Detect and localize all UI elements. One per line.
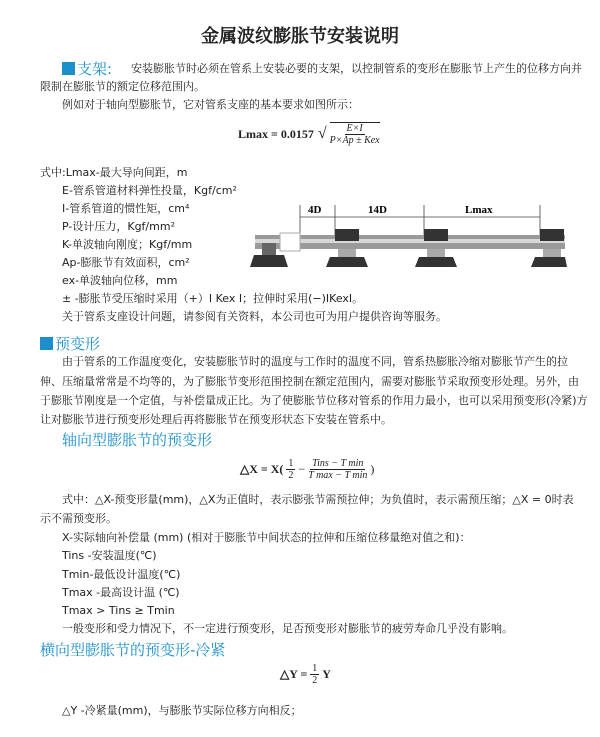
def-line: Ap-膨胀节有效面积，cm² — [62, 256, 190, 269]
axial-line: X-实际轴向补偿量 (mm) (相对于膨胀节中间状态的拉伸和压缩位移量绝对值之和)： — [62, 531, 471, 544]
def-line: E-管系管道材料弹性投量，Kgf/cm² — [62, 184, 237, 197]
para-line: 由于管系的工作温度变化，安装膨胀节时的温度与工作时的温度不同，管系热膨胀冷缩对膨胀节产生的拉 — [62, 355, 568, 368]
numerator: E×I — [346, 123, 363, 134]
formula-rhs: Y — [322, 667, 331, 681]
close-paren: ) — [370, 462, 375, 476]
numerator: Tins − T min — [312, 458, 364, 469]
formula-fraction — [330, 122, 380, 146]
numerator: 1 — [312, 663, 318, 674]
page-title: 金属波纹膨胀节安装说明 — [201, 26, 399, 47]
support-example: 例如对于轴向型膨胀节，它对管系支座的基本要求如图所示： — [62, 98, 359, 111]
lmax-formula — [238, 122, 383, 146]
label-14d: 14D — [368, 204, 387, 216]
def-line: ± -膨胀节受压缩时采用（+）I Kex I；拉伸时采用(−)IKexI。 — [62, 292, 364, 305]
square-bullet-icon — [40, 337, 53, 350]
denominator: 2 — [288, 470, 294, 481]
def-line: ex-单波轴向位移，mm — [62, 274, 178, 287]
para-line: 伸、压缩量常常是不均等的，为了膨胀节变形范围控制在额定范围内，需要对膨胀节采取预变形处理。另外，由 — [40, 375, 579, 388]
denominator: 2 — [312, 675, 318, 686]
lateral-line: △Y -冷紧量(mm)，与膨胀节实际位移方向相反； — [62, 704, 302, 717]
bellows — [280, 233, 300, 251]
axial-line: Tins -安装温度(℃) — [62, 549, 157, 562]
def-line: P-设计压力，Kgf/mm² — [62, 220, 175, 233]
support-line2: 限制在膨胀节的额定位移范围内。 — [40, 80, 205, 93]
pipe-support-diagram — [250, 195, 570, 270]
lateral-heading: 横向型膨胀节的预变形-冷紧 — [40, 641, 226, 659]
label-lmax: Lmax — [465, 204, 493, 216]
para-line: 于膨胀节刚度是一个定值，与补偿量成正比。为了使膨胀节位移对管系的作用力最小，也可以采用预变形(冷紧)方 — [40, 394, 588, 407]
denominator: T max − T min — [308, 470, 368, 481]
delta-x-formula — [240, 458, 374, 481]
def-line: I-管系管道的惯性矩，cm⁴ — [62, 202, 190, 215]
support-heading — [62, 58, 112, 79]
axial-line: Tmax > Tins ≥ Tmin — [62, 604, 175, 617]
half-fraction — [310, 663, 319, 686]
temp-fraction — [308, 458, 367, 481]
axial-line: 式中：△X-预变形量(mm)，△X为正值时，表示膨张节需预拉伸；为负值时，表示需预压缩；△X = 0时表 — [62, 493, 574, 506]
axial-line: 示不需预变形。 — [40, 512, 117, 525]
def-line: 关于管系支座设计问题，请参阅有关资料，本公司也可为用户提供咨询等服务。 — [62, 310, 447, 323]
axial-line: Tmin-最低设计温度(℃) — [62, 568, 181, 581]
support-heading-text: 支架: — [77, 60, 113, 78]
numerator: 1 — [288, 458, 294, 469]
def-line: K-单波轴向刚度；Kgf/mm — [62, 238, 193, 251]
delta-y-formula — [280, 663, 331, 686]
axial-line: 一般变形和受力情况下，不一定进行预变形，足否预变形对膨胀节的疲劳寿命几乎没有影响。 — [62, 622, 513, 635]
support-line1: 安装膨胀节时必须在管系上安装必要的支架，以控制管系的变形在膨胀节上产生的位移方向并 — [131, 62, 582, 75]
formula-lhs: △X = X( — [240, 462, 284, 476]
para-line: 让对膨胀节进行预变形处理后再将膨胀节在预变形状态下安装在管系中。 — [40, 413, 392, 426]
axial-heading: 轴向型膨胀节的预变形 — [62, 431, 213, 449]
predeform-heading-text: 预变形 — [55, 335, 101, 353]
sqrt-icon: √ — [317, 125, 327, 142]
predeform-heading — [40, 333, 100, 354]
formula-lhs: △Y = — [280, 667, 308, 681]
axial-line: Tmax -最高设计温 (℃) — [62, 586, 180, 599]
label-4d: 4D — [308, 204, 322, 216]
minus-sign: − — [298, 462, 306, 476]
denominator: P×Ap ± Kex — [329, 135, 380, 146]
square-bullet-icon — [62, 62, 75, 75]
def-line: 式中:Lmax-最大导向间距，m — [40, 166, 188, 179]
half-fraction — [286, 458, 295, 481]
formula-lhs: Lmax = 0.0157 — [238, 126, 314, 141]
